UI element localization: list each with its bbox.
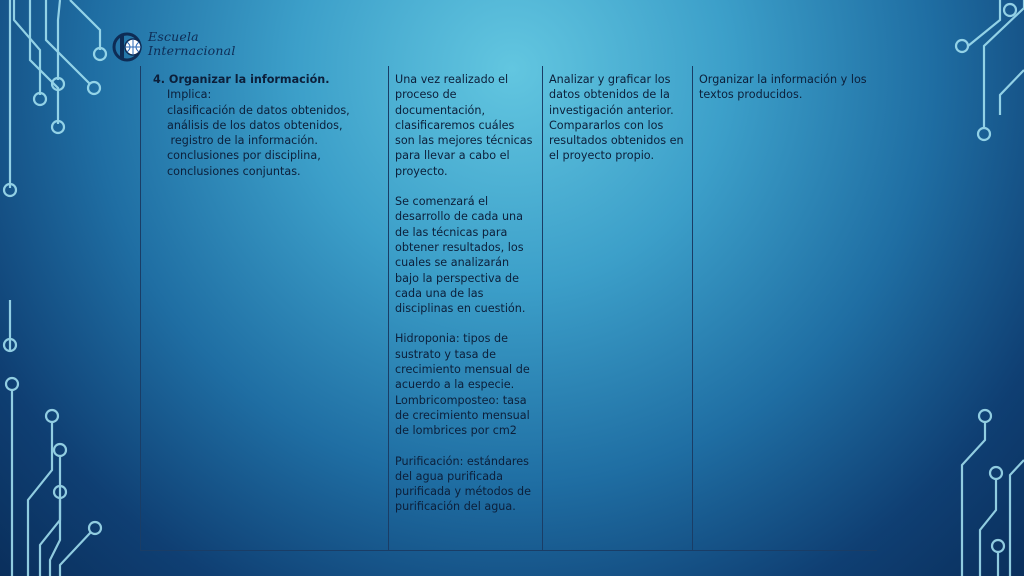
column-analysis: [542, 66, 692, 550]
paragraph: Analizar y graficar los datos obtenidos de la investigación anterior. Compararlos con los resultados obtenidos en el proyecto propio.: [549, 73, 684, 163]
list-line: análisis de los datos obtenidos,: [167, 118, 343, 132]
globe-icon: [114, 34, 141, 60]
paragraph: Se comenzará el desarrollo de cada una de las técnicas para obtener resultados, los cuales se analizarán bajo la perspectiva de cada una de las disciplinas en cuestión.: [395, 195, 526, 316]
list-line: registro de la información.: [167, 134, 318, 148]
logo-text: [148, 30, 236, 58]
list-line: conclusiones por disciplina,: [167, 149, 321, 163]
paragraph: Organizar la información y los textos producidos.: [699, 73, 867, 102]
content-table: [140, 66, 877, 551]
paragraph: Una vez realizado el proceso de documentación, clasificaremos cuáles son las mejores técnicas para llevar a cabo el proyecto.: [395, 73, 533, 178]
column-heading: 4. Organizar la información.: [153, 73, 330, 86]
paragraph: Hidroponia: tipos de sustrato y tasa de crecimiento mensual de acuerdo a la especie. Lombricomposteo: tasa de crecimiento mensual de lombrices por cm2: [395, 332, 530, 438]
list-line: conclusiones conjuntas.: [167, 164, 301, 178]
column-activities: [388, 66, 542, 550]
logo-line-1: Escuela: [148, 29, 199, 44]
list-line: Implica:: [167, 88, 212, 102]
column-organize: [141, 66, 388, 550]
column-products: [692, 66, 877, 550]
implica-list: [153, 87, 382, 179]
list-line: clasificación de datos obtenidos,: [167, 103, 350, 117]
paragraph: Purificación: estándares del agua purificada purificada y métodos de purificación del agua.: [395, 454, 531, 514]
logo-line-2: Internacional: [148, 43, 236, 58]
